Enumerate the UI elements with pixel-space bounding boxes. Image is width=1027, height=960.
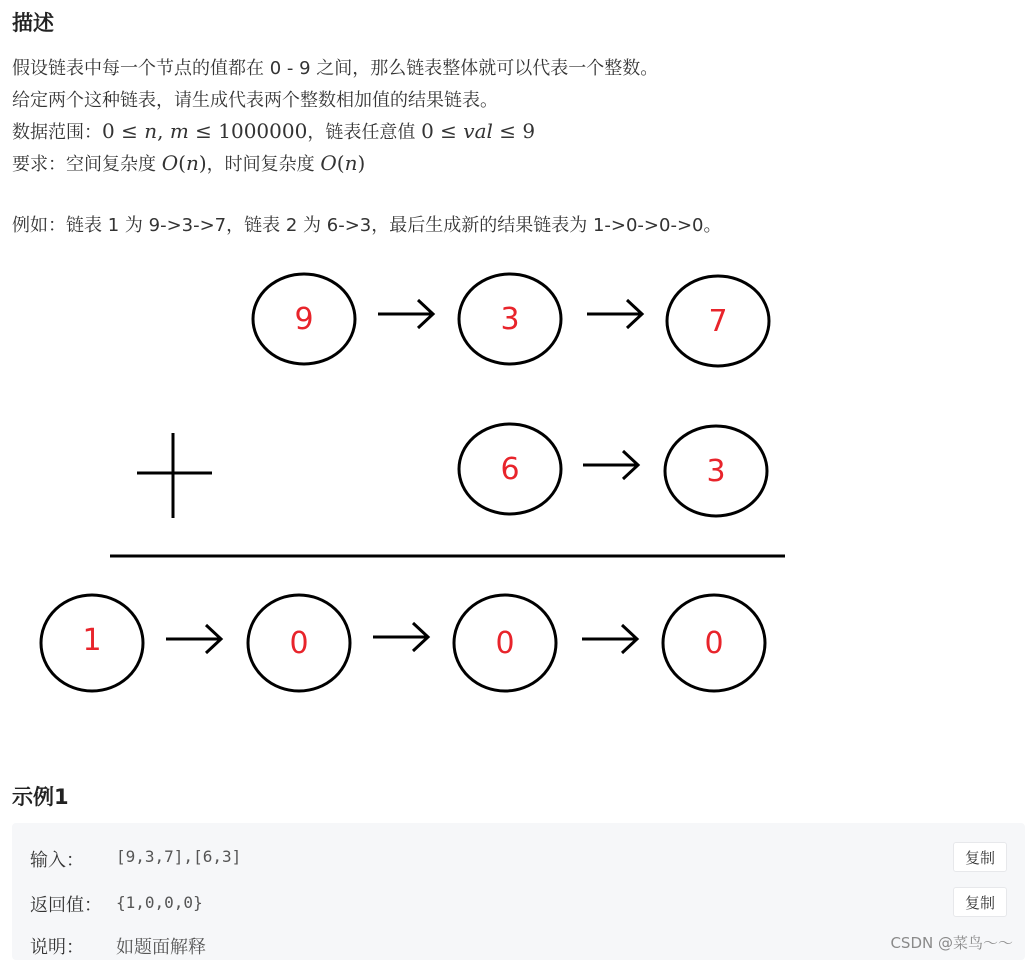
range-mid-text: ，链表任意值	[307, 122, 422, 143]
list1-node-1	[253, 274, 355, 364]
arrow-icon	[582, 625, 637, 653]
result-node-4	[663, 595, 765, 691]
description-line-2: 给定两个这种链表，请生成代表两个整数相加值的结果链表。	[12, 90, 498, 111]
result-node-3-value: 0	[495, 626, 515, 661]
requirement-label: 要求：空间复杂度	[12, 154, 162, 175]
space-complexity-formula: O(n)	[161, 151, 207, 175]
csdn-watermark: CSDN @菜鸟～～	[890, 934, 1013, 952]
arrow-icon	[587, 300, 642, 328]
explain-value: 如题面解释	[116, 937, 206, 958]
list1-node-3	[667, 276, 769, 366]
arrow-icon	[378, 300, 433, 328]
list2-node-2-value: 3	[706, 454, 726, 489]
return-label: 返回值：	[30, 895, 102, 916]
arrow-icon	[166, 625, 221, 653]
copy-return-button[interactable]: 复制	[953, 887, 1007, 917]
time-complexity-formula: O(n)	[320, 151, 366, 175]
list2-node-1	[459, 424, 561, 514]
result-node-2	[248, 595, 350, 691]
description-line-1: 假设链表中每一个节点的值都在 0 - 9 之间，那么链表整体就可以代表一个整数。	[12, 58, 659, 79]
description-example-text: 例如：链表 1 为 9->3->7，链表 2 为 6->3，最后生成新的结果链表为 1->0->0->0。	[12, 215, 722, 236]
result-node-1-value: 1	[82, 623, 102, 658]
plus-sign-icon	[137, 433, 212, 518]
result-node-4-value: 0	[704, 626, 724, 661]
list1-node-2	[459, 274, 561, 364]
list1-node-1-value: 9	[294, 302, 314, 337]
range-label: 数据范围：	[12, 122, 102, 143]
result-node-1	[41, 595, 143, 691]
description-line-requirement	[12, 151, 365, 177]
linked-list-addition-diagram	[0, 255, 830, 705]
arrow-icon	[373, 623, 428, 651]
description-title: 描述	[12, 11, 54, 35]
result-node-2-value: 0	[289, 626, 309, 661]
list2-node-2	[665, 426, 767, 516]
input-label: 输入：	[30, 850, 84, 871]
arrow-icon	[583, 451, 638, 479]
input-value: [9,3,7],[6,3]	[116, 847, 242, 866]
description-line-range	[12, 119, 535, 145]
example-title: 示例1	[12, 785, 69, 809]
range-formula-nm: 0 ≤ n, m ≤ 1000000	[102, 119, 308, 143]
list1-node-2-value: 3	[500, 302, 520, 337]
explain-label: 说明：	[30, 937, 84, 958]
list2-node-1-value: 6	[500, 452, 520, 487]
copy-input-button[interactable]: 复制	[953, 842, 1007, 872]
result-node-3	[454, 595, 556, 691]
example-panel	[12, 823, 1025, 960]
return-value: {1,0,0,0}	[116, 893, 203, 912]
list1-node-3-value: 7	[708, 304, 728, 339]
range-formula-val: 0 ≤ val ≤ 9	[421, 119, 536, 143]
requirement-mid-text: ，时间复杂度	[206, 154, 321, 175]
